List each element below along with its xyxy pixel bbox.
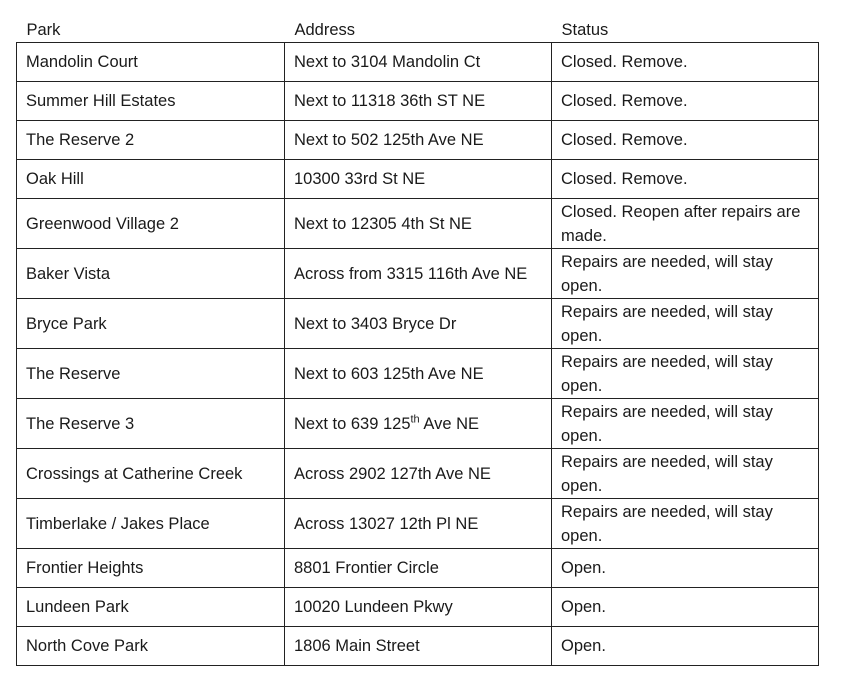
status-cell: Repairs are needed, will stay open. xyxy=(552,349,819,399)
address-cell: Across 13027 12th Pl NE xyxy=(285,499,552,549)
park-cell: Summer Hill Estates xyxy=(17,82,285,121)
park-cell: Baker Vista xyxy=(17,249,285,299)
table-row xyxy=(17,199,819,249)
table-row xyxy=(17,549,819,588)
address-cell: Across from 3315 116th Ave NE xyxy=(285,249,552,299)
park-cell: Mandolin Court xyxy=(17,43,285,82)
park-cell: Frontier Heights xyxy=(17,549,285,588)
table-row xyxy=(17,588,819,627)
address-cell: Next to 3403 Bryce Dr xyxy=(285,299,552,349)
address-cell: Next to 502 125th Ave NE xyxy=(285,121,552,160)
parks-status-table xyxy=(16,18,819,666)
address-cell: Next to 12305 4th St NE xyxy=(285,199,552,249)
table-header-row xyxy=(17,18,819,43)
table-row xyxy=(17,82,819,121)
status-cell: Closed. Remove. xyxy=(552,43,819,82)
address-cell: 1806 Main Street xyxy=(285,627,552,666)
address-text: Next to 639 125 xyxy=(294,414,411,433)
park-cell: North Cove Park xyxy=(17,627,285,666)
address-cell: Next to 603 125th Ave NE xyxy=(285,349,552,399)
address-cell: 10300 33rd St NE xyxy=(285,160,552,199)
address-cell: 10020 Lundeen Pkwy xyxy=(285,588,552,627)
park-cell: Crossings at Catherine Creek xyxy=(17,449,285,499)
table-row xyxy=(17,627,819,666)
park-cell: The Reserve 2 xyxy=(17,121,285,160)
table-row xyxy=(17,349,819,399)
park-cell: Bryce Park xyxy=(17,299,285,349)
table-row xyxy=(17,160,819,199)
status-cell: Open. xyxy=(552,549,819,588)
address-text: Ave NE xyxy=(419,414,480,433)
table-row xyxy=(17,499,819,549)
address-cell: Next to 11318 36th ST NE xyxy=(285,82,552,121)
park-cell: Timberlake / Jakes Place xyxy=(17,499,285,549)
status-cell: Closed. Remove. xyxy=(552,82,819,121)
status-cell: Open. xyxy=(552,588,819,627)
table-row xyxy=(17,121,819,160)
header-address: Address xyxy=(285,18,552,43)
header-park: Park xyxy=(17,18,285,43)
status-cell: Repairs are needed, will stay open. xyxy=(552,499,819,549)
park-cell: Oak Hill xyxy=(17,160,285,199)
address-cell: Across 2902 127th Ave NE xyxy=(285,449,552,499)
status-cell: Closed. Remove. xyxy=(552,160,819,199)
status-cell: Closed. Remove. xyxy=(552,121,819,160)
status-cell: Open. xyxy=(552,627,819,666)
table-row xyxy=(17,249,819,299)
status-cell: Closed. Reopen after repairs are made. xyxy=(552,199,819,249)
address-cell xyxy=(285,399,552,449)
status-cell: Repairs are needed, will stay open. xyxy=(552,299,819,349)
status-cell: Repairs are needed, will stay open. xyxy=(552,449,819,499)
park-cell: Greenwood Village 2 xyxy=(17,199,285,249)
park-cell: The Reserve 3 xyxy=(17,399,285,449)
table-row xyxy=(17,449,819,499)
park-cell: Lundeen Park xyxy=(17,588,285,627)
status-cell: Repairs are needed, will stay open. xyxy=(552,399,819,449)
ordinal-suffix: th xyxy=(410,413,420,425)
table-row xyxy=(17,299,819,349)
header-status: Status xyxy=(552,18,819,43)
park-cell: The Reserve xyxy=(17,349,285,399)
address-cell: Next to 3104 Mandolin Ct xyxy=(285,43,552,82)
table-row xyxy=(17,43,819,82)
status-cell: Repairs are needed, will stay open. xyxy=(552,249,819,299)
address-cell: 8801 Frontier Circle xyxy=(285,549,552,588)
table-row xyxy=(17,399,819,449)
parks-table-container xyxy=(16,18,818,666)
